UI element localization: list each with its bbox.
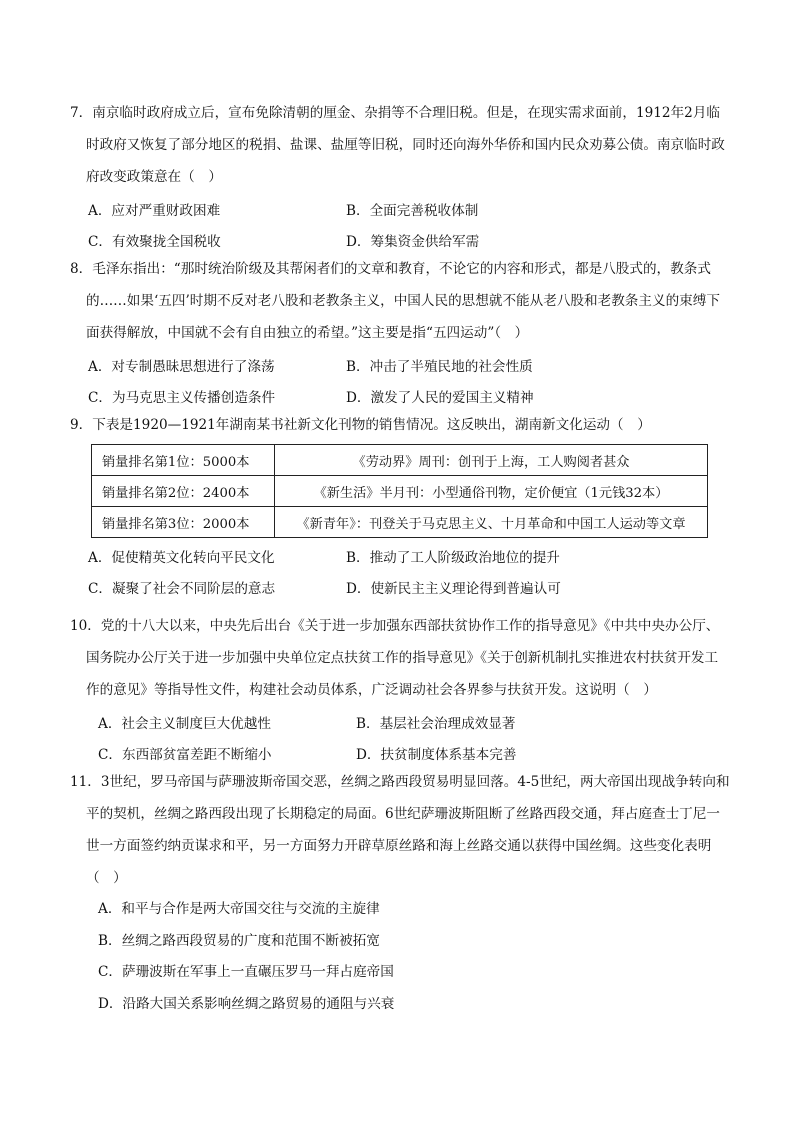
option-b[interactable]: B．冲击了半殖民地的社会性质 (346, 358, 533, 375)
question-stem: 10．党的十八大以来，中央先后出台《关于进一步加强东西部扶贫协作工作的指导意见》《中共中央办公厅、国务院办公厅关于进一步加强中央单位定点扶贫工作的指导意见》《关于创新机制扎实推进农村扶贫开发工作的意见》等指导性文件，构建社会动员体系，广泛调动社会各界参与扶贫开发。这说明（ ） (70, 618, 720, 698)
option-b[interactable]: B．丝绸之路西段贸易的广度和范围不断被拓宽 (98, 932, 380, 949)
question-9 (70, 409, 730, 602)
table-row (92, 507, 708, 538)
table-row (92, 445, 708, 476)
question-stem: 11．3世纪，罗马帝国与萨珊波斯帝国交恶，丝绸之路西段贸易明显回落。4-5世纪，两大帝国出现战争转向和平的契机，丝绸之路西段出现了长期稳定的局面。6世纪萨珊波斯阻断了丝路西段交通，拜占庭查士丁尼一世一方面签约纳贡谋求和平，另一方面努力开辟草原丝路和海上丝路交通以获得中国丝绸。这些变化表明（ ） (70, 774, 730, 886)
option-d[interactable]: D．沿路大国关系影响丝绸之路贸易的通阻与兴衰 (98, 995, 395, 1012)
table-row (92, 476, 708, 507)
table-cell-rank: 销量排名第3位：2000本 (92, 507, 275, 538)
option-a[interactable]: A．和平与合作是两大帝国交往与交流的主旋律 (98, 901, 380, 917)
option-d[interactable]: D．使新民主主义理论得到普遍认可 (346, 580, 561, 597)
question-8 (70, 253, 730, 411)
option-b[interactable]: B．全面完善税收体制 (346, 202, 479, 219)
option-a[interactable]: A．对专制愚昧思想进行了涤荡 (88, 358, 275, 375)
option-a[interactable]: A．社会主义制度巨大优越性 (98, 715, 271, 732)
table-cell-desc: 《劳动界》周刊：创刊于上海，工人购阅者甚众 (275, 445, 708, 476)
question-10 (70, 610, 730, 768)
option-b[interactable]: B．推动了工人阶级政治地位的提升 (346, 549, 560, 566)
option-c[interactable]: C．为马克思主义传播创造条件 (88, 389, 276, 406)
table-cell-desc: 《新生活》半月刊：小型通俗刊物，定价便宜（1元钱32本） (275, 476, 708, 507)
option-d[interactable]: D．筹集资金供给军需 (346, 233, 480, 250)
option-b[interactable]: B．基层社会治理成效显著 (356, 715, 516, 732)
question-stem: 9．下表是1920—1921年湖南某书社新文化刊物的销售情况。这反映出，湖南新文化运动（ ） (70, 417, 651, 433)
option-c[interactable]: C．东西部贫富差距不断缩小 (98, 746, 272, 763)
option-c[interactable]: C．凝聚了社会不同阶层的意志 (88, 580, 276, 597)
option-c[interactable]: C．萨珊波斯在军事上一直碾压罗马一拜占庭帝国 (98, 964, 394, 980)
option-c[interactable]: C．有效聚拢全国税收 (88, 233, 221, 250)
table-cell-desc: 《新青年》：刊登关于马克思主义、十月革命和中国工人运动等文章 (275, 507, 708, 538)
option-d[interactable]: D．激发了人民的爱国主义精神 (346, 389, 534, 406)
question-11 (70, 766, 730, 1020)
sales-table (91, 444, 708, 538)
table-cell-rank: 销量排名第2位：2400本 (92, 476, 275, 507)
question-stem: 8．毛泽东指出：“那时统治阶级及其帮闲者们的文章和教育，不论它的内容和形式，都是八股式的，教条式的……如果‘五四’时期不反对老八股和老教条主义，中国人民的思想就不能从老八股和老教条主义的束缚下面获得解放，中国就不会有自由独立的希望。”这主要是指“五四运动”（ ） (70, 261, 720, 341)
question-stem: 7．南京临时政府成立后，宣布免除清朝的厘金、杂捐等不合理旧税。但是，在现实需求面前，1912年2月临时政府又恢复了部分地区的税捐、盐课、盐厘等旧税，同时还向海外华侨和国内民众劝募公债。南京临时政府改变政策意在（ ） (70, 105, 725, 185)
option-a[interactable]: A．应对严重财政困难 (88, 202, 221, 219)
option-a[interactable]: A．促使精英文化转向平民文化 (88, 549, 275, 566)
table-cell-rank: 销量排名第1位：5000本 (92, 445, 275, 476)
option-d[interactable]: D．扶贫制度体系基本完善 (356, 746, 517, 763)
question-7 (70, 97, 730, 255)
